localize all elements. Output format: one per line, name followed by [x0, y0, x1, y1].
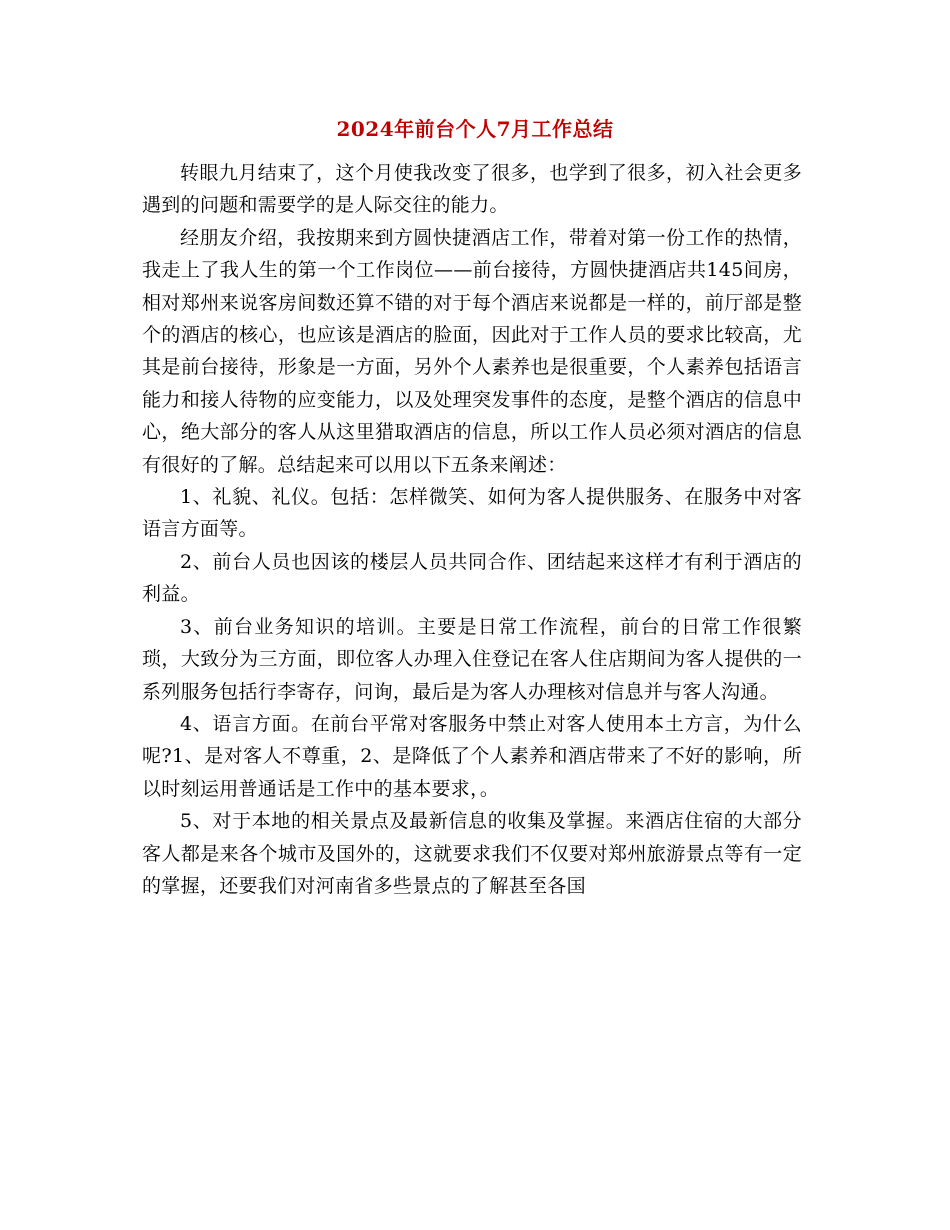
paragraph-intro: 转眼九月结束了，这个月使我改变了很多，也学到了很多，初入社会更多遇到的问题和需要学的是人际交往的能力。: [142, 162, 802, 217]
paragraph-point-3: 3、前台业务知识的培训。主要是日常工作流程，前台的日常工作很繁琐，大致分为三方面，即位客人办理入住登记在客人住店期间为客人提供的一系列服务包括行李寄存，问询，最后是为客人办理核对信息并与客人沟通。: [142, 615, 802, 703]
document-title: 2024年前台个人7月工作总结: [336, 117, 614, 141]
paragraph-point-2: 2、前台人员也因该的楼层人员共同合作、团结起来这样才有利于酒店的利益。: [142, 550, 802, 606]
document-body: [142, 157, 802, 902]
paragraph-background: 经朋友介绍，我按期来到方圆快捷酒店工作，带着对第一份工作的热情，我走上了我人生的第一个工作岗位——前台接待，方圆快捷酒店共145间房，相对郑州来说客房间数还算不错的对于每个酒店来说都是一样的，前厅部是整个的酒店的核心，也应该是酒店的脸面，因此对于工作人员的要求比较高，尤其是前台接待，形象是一方面，另外个人素养也是很重要，个人素养包括语言能力和接人待物的应变能力，以及处理突发事件的态度，是整个酒店的信息中心，绝大部分的客人从这里猎取酒店的信息，所以工作人员必须对酒店的信息有很好的了解。总结起来可以用以下五条来阐述：: [142, 226, 802, 476]
paragraph-point-1: 1、礼貌、礼仪。包括：怎样微笑、如何为客人提供服务、在服务中对客语言方面等。: [142, 486, 802, 541]
paragraph-point-4: 4、语言方面。在前台平常对客服务中禁止对客人使用本土方言，为什么呢?1、是对客人不尊重，2、是降低了个人素养和酒店带来了不好的影响，所以时刻运用普通话是工作中的基本要求，。: [142, 712, 802, 800]
paragraph-point-5: 5、对于本地的相关景点及最新信息的收集及掌握。来酒店住宿的大部分客人都是来各个城市及国外的，这就要求我们不仅要对郑州旅游景点等有一定的掌握，还要我们对河南省多些景点的了解甚至各国: [142, 810, 802, 897]
